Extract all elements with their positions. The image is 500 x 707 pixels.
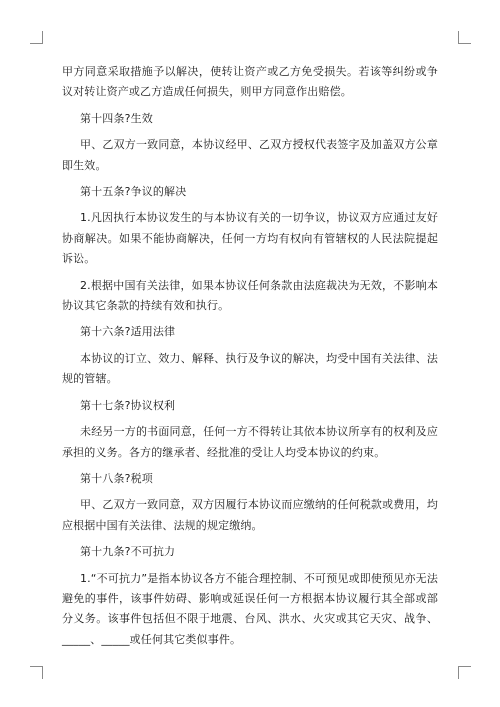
document-body bbox=[62, 62, 438, 656]
article-19-clause-1: 1.“不可抗力”是指本协议各方不能合理控制、不可预见或即使预见亦无法避免的事件，该事件妨碍、影响或延误任何一方根据本协议履行其全部或部分义务。该事件包括但不限于地震、台风、洪水、火灾或其它天灾、战争、_____、_____或任何其它类似事件。 bbox=[62, 571, 438, 646]
article-15-clause-1: 1.凡因执行本协议发生的与本协议有关的一切争议，协议双方应通过友好协商解决。如果不能协商解决，任何一方均有权向有管辖权的人民法院提起诉讼。 bbox=[62, 211, 438, 266]
article-18-text: 甲、乙双方一致同意，双方因履行本协议而应缴纳的任何税款或费用，均应根据中国有关法律、法规的规定缴纳。 bbox=[62, 498, 438, 532]
article-19-heading: 第十九条?不可抗力 bbox=[80, 545, 176, 559]
article-15-clause-2: 2.根据中国有关法律，如果本协议任何条款由法庭裁决为无效，不影响本协议其它条款的持续有效和执行。 bbox=[62, 278, 438, 313]
article-14-heading: 第十四条?生效 bbox=[80, 111, 153, 125]
paragraph-transfer-indemnity: 甲方同意采取措施予以解决，使转让资产或乙方免受损失。若该等纠纷或争议对转让资产或乙方造成任何损失，则甲方同意作出赔偿。 bbox=[62, 65, 438, 99]
article-17-text: 未经另一方的书面同意，任何一方不得转让其依本协议所享有的权利及应承担的义务。各方的继承者、经批准的受让人均受本协议的约束。 bbox=[62, 425, 438, 459]
crop-mark-bottom-left bbox=[30, 666, 43, 679]
crop-mark-top-right bbox=[458, 31, 471, 44]
article-18-heading: 第十八条?税项 bbox=[80, 471, 153, 485]
article-16-text: 本协议的订立、效力、解释、执行及争议的解决，均受中国有关法律、法规的管辖。 bbox=[62, 351, 438, 386]
article-17-heading: 第十七条?协议权利 bbox=[80, 398, 176, 412]
crop-mark-top-left bbox=[30, 31, 43, 44]
article-15-heading: 第十五条?争议的解决 bbox=[80, 185, 187, 199]
crop-mark-bottom-right bbox=[458, 666, 471, 679]
article-14-text: 甲、乙双方一致同意，本协议经甲、乙双方授权代表签字及加盖双方公章即生效。 bbox=[62, 138, 438, 172]
article-16-heading: 第十六条?适用法律 bbox=[80, 325, 176, 339]
